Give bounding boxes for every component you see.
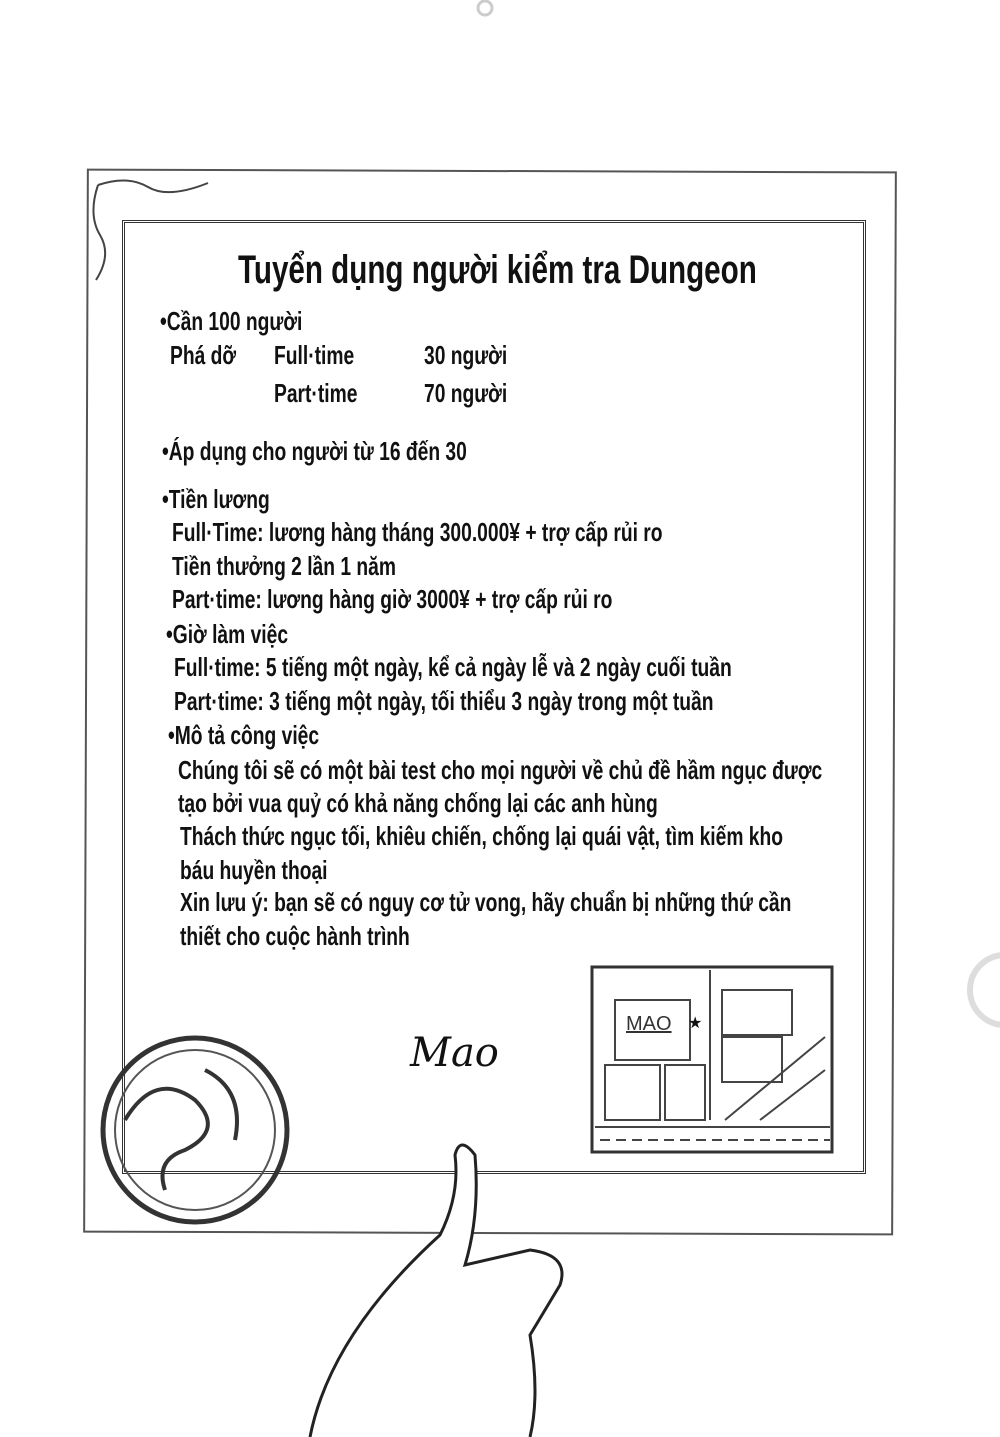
map-drawing: [590, 965, 835, 1155]
text-line: 30 người: [424, 340, 508, 370]
text-line: 70 người: [424, 378, 508, 408]
text-line: báu huyền thoại: [180, 855, 328, 885]
text-line: Part·time: lương hàng giờ 3000¥ + trợ cấp rủi ro: [172, 584, 613, 614]
star-marker-icon: ★: [688, 1015, 703, 1032]
text-line: Phá dỡ: [170, 340, 237, 370]
seal-emblem: [95, 1030, 295, 1230]
text-line: Thách thức ngục tối, khiêu chiến, chống lại quái vật, tìm kiếm kho: [180, 821, 783, 851]
text-line: •Cần 100 người: [160, 306, 303, 336]
text-line: thiết cho cuộc hành trình: [180, 921, 410, 951]
text-line: •Mô tả công việc: [168, 720, 320, 750]
poster-title: Tuyển dụng người kiểm tra Dungeon: [237, 248, 757, 292]
text-line: •Áp dụng cho người từ 16 đến 30: [162, 436, 467, 466]
bubble-decoration: [470, 0, 500, 20]
map-label: MAO: [626, 1013, 672, 1035]
text-line: Part·time: 3 tiếng một ngày, tối thiểu 3 ngày trong một tuần: [174, 686, 714, 716]
text-line: •Tiền lương: [162, 484, 270, 514]
bubble-decoration: [960, 940, 1000, 1040]
text-line: Full·time: 5 tiếng một ngày, kể cả ngày lễ và 2 ngày cuối tuần: [174, 652, 732, 682]
text-line: tạo bởi vua quỷ có khả năng chống lại các anh hùng: [178, 788, 658, 818]
text-line: Part·time: [274, 378, 358, 408]
text-line: Tiền thưởng 2 lần 1 năm: [172, 551, 396, 581]
text-line: Full·time: [274, 340, 355, 370]
location-map: [590, 965, 835, 1155]
text-line: Full·Time: lương hàng tháng 300.000¥ + trợ cấp rủi ro: [172, 517, 663, 547]
text-line: •Giờ làm việc: [166, 619, 289, 649]
text-line: Chúng tôi sẽ có một bài test cho mọi người về chủ đề hầm ngục được: [178, 755, 823, 785]
text-line: Xin lưu ý: bạn sẽ có nguy cơ tử vong, hãy chuẩn bị những thứ cần: [180, 887, 792, 917]
signature: Mao: [410, 1030, 499, 1076]
hand: [290, 1135, 590, 1437]
